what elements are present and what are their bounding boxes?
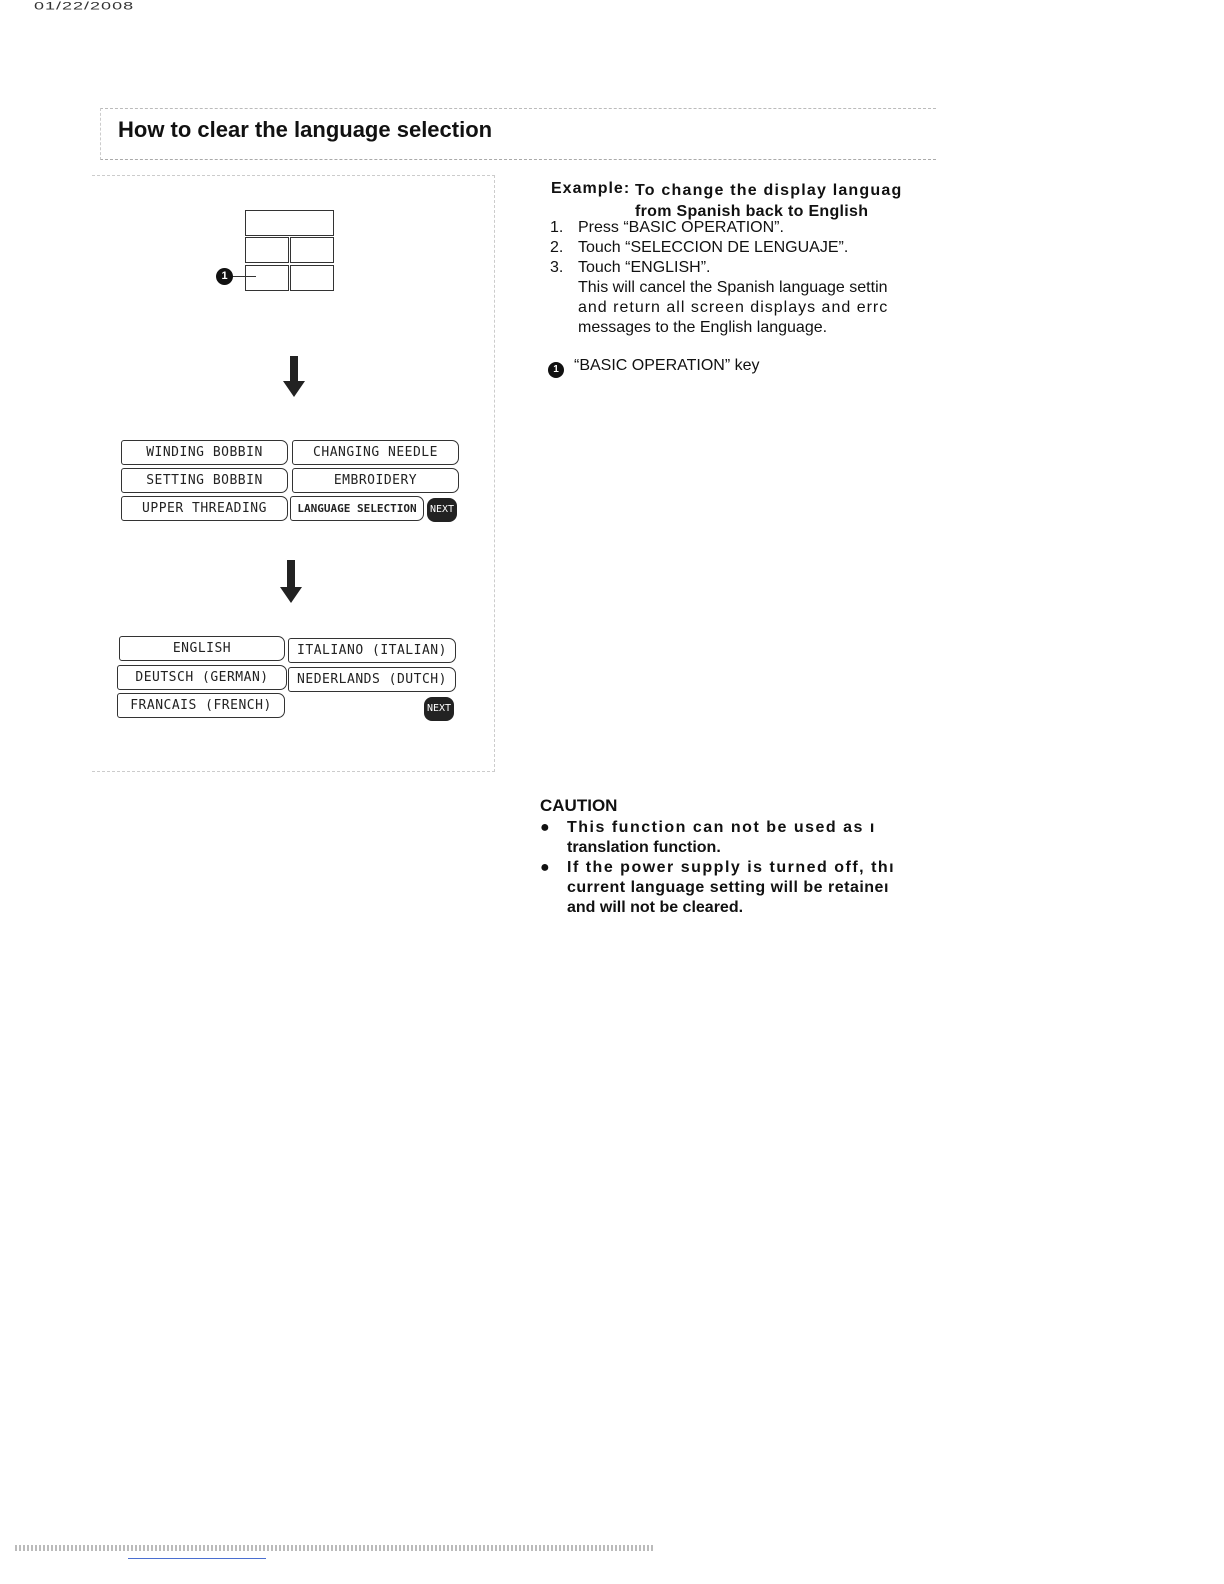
footer-link-underline — [128, 1558, 266, 1559]
callout-marker-1: 1 — [216, 268, 233, 285]
francais-button[interactable]: FRANCAIS (FRENCH) — [117, 693, 285, 718]
step-item — [550, 218, 934, 238]
caution-item — [540, 858, 932, 918]
caution-line: If the power supply is turned off, thı — [567, 859, 896, 876]
key-bottom-right — [290, 265, 334, 291]
step-note-line-2: and return all screen displays and errc — [578, 299, 889, 316]
arrow-shaft — [290, 356, 298, 382]
step-item — [550, 258, 934, 338]
example-line-2: from Spanish back to English — [635, 203, 869, 220]
nederlands-button[interactable]: NEDERLANDS (DUTCH) — [288, 667, 456, 692]
key-top — [245, 210, 334, 236]
next-button[interactable]: NEXT — [424, 697, 454, 721]
key-legend-text: “BASIC OPERATION” key — [574, 357, 760, 374]
step-number: 2. — [550, 239, 564, 256]
example-description — [635, 180, 935, 222]
upper-threading-button[interactable]: UPPER THREADING — [121, 496, 288, 521]
caution-line: current language setting will be retaineı — [567, 879, 889, 896]
deutsch-button[interactable]: DEUTSCH (GERMAN) — [117, 665, 287, 690]
arrow-head — [283, 381, 305, 397]
key-middle-right — [290, 237, 334, 263]
italiano-button[interactable]: ITALIANO (ITALIAN) — [288, 638, 456, 663]
step-text: Touch “SELECCION DE LENGUAJE”. — [578, 239, 849, 256]
key-legend — [548, 357, 760, 378]
callout-marker-1: 1 — [548, 362, 564, 378]
arrow-shaft — [287, 560, 295, 588]
setting-bobbin-button[interactable]: SETTING BOBBIN — [121, 468, 288, 493]
steps-list — [550, 218, 934, 338]
winding-bobbin-button[interactable]: WINDING BOBBIN — [121, 440, 288, 465]
footer-scan-bar — [15, 1545, 655, 1551]
step-text: Press “BASIC OPERATION”. — [578, 219, 784, 236]
step-note-line-3: messages to the English language. — [578, 319, 828, 336]
step-text: Touch “ENGLISH”. — [578, 259, 711, 276]
key-middle-left — [245, 237, 289, 263]
embroidery-button[interactable]: EMBROIDERY — [292, 468, 459, 493]
leader-line — [232, 276, 256, 277]
key-basic-operation — [245, 265, 289, 291]
page-date: 01/22/2008 — [34, 0, 135, 12]
example-line-1: To change the display languag — [635, 182, 903, 199]
caution-line: This function can not be used as ı — [567, 819, 876, 836]
caution-line: translation function. — [567, 839, 721, 856]
language-selection-button[interactable]: LANGUAGE SELECTION — [290, 496, 424, 521]
bullet-icon: ● — [540, 859, 550, 876]
bullet-icon: ● — [540, 819, 550, 836]
step-number: 1. — [550, 219, 564, 236]
changing-needle-button[interactable]: CHANGING NEEDLE — [292, 440, 459, 465]
section-title: How to clear the language selection — [118, 117, 493, 142]
next-button[interactable]: NEXT — [427, 498, 457, 522]
step-number: 3. — [550, 259, 564, 276]
caution-title: CAUTION — [540, 796, 618, 815]
caution-item — [540, 818, 932, 858]
caution-line: and will not be cleared. — [567, 899, 744, 916]
english-button[interactable]: ENGLISH — [119, 636, 285, 661]
caution-list — [540, 818, 932, 918]
step-item — [550, 238, 934, 258]
arrow-head — [280, 587, 302, 603]
step-note-line-1: This will cancel the Spanish language settin — [578, 279, 888, 296]
example-label: Example: — [551, 180, 631, 197]
